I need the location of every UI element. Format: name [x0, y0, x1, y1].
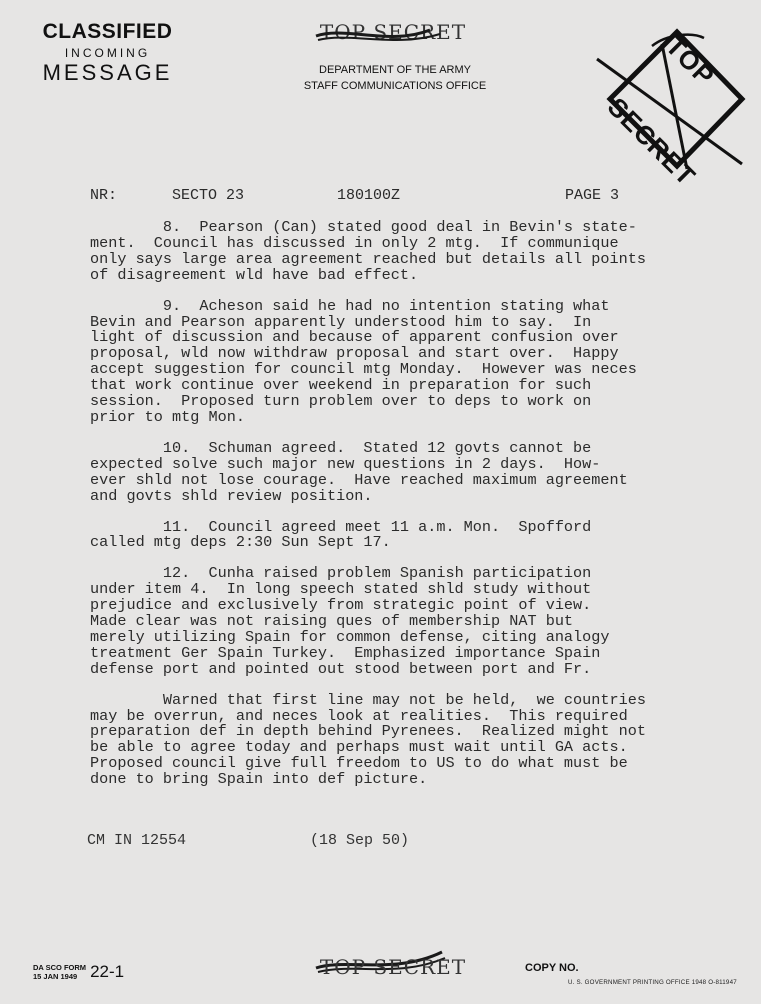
top-secret-header: TOP SECRET [319, 20, 467, 44]
classified-label: CLASSIFIED [42, 20, 173, 43]
form-line-2: 15 JAN 1949 [33, 972, 78, 981]
stamp-secret: SECRET [601, 91, 702, 192]
message-label: MESSAGE [42, 60, 173, 85]
top-secret-stamp [592, 24, 752, 192]
date-time-group: 180100Z [337, 187, 401, 204]
nr-value: SECTO 23 [172, 187, 245, 204]
stamp-top: TOP [659, 30, 721, 92]
paragraph-8: 8. Pearson (Can) stated good deal in Bevin's state- ment. Council has discussed in only 2 mtg. If communique only says large area agreement reached but details all points of disagreement wld have bad effect. [90, 218, 646, 284]
paragraph-12: 12. Cunha raised problem Spanish participation under item 4. In long speech stated shld study without prejudice and exclusively from strategic point of view. Made clear was not raising ques of membership NAT but merely utilizing Spain for common defense, citing analogy treatment Ger Spain Turkey. Emphasized importance Spain defense port and pointed out stood between port and Fr. [90, 564, 610, 678]
department-block [290, 62, 500, 94]
printing-office-imprint: U. S. GOVERNMENT PRINTING OFFICE 1948 O-811947 [568, 979, 737, 986]
classified-incoming-message-heading [40, 20, 175, 86]
paragraph-12-continued: Warned that first line may not be held, we countries may be overrun, and neces look at realities. This required preparation def in depth behind Pyrenees. Realized might not be able to agree today and perhaps must wait until GA acts. Proposed council give full freedom to US to do what must be done to bring Spain into def picture. [90, 690, 646, 789]
form-identifier [33, 962, 124, 982]
paragraph-9: 9. Acheson said he had no intention stating what Bevin and Pearson apparently understood him to say. In light of discussion and because of apparent confusion over proposal, wld now withdraw proposal and start over. Happy accept suggestion for council mtg Monday. However was neces that work continue over weekend in preparation for such session. Proposed turn problem over to deps to work on prior to mtg Mon. [90, 296, 637, 426]
date-received: (18 Sep 50) [310, 832, 410, 849]
paragraph-10: 10. Schuman agreed. Stated 12 govts cannot be expected solve such major new questions in 2 days. How- ever shld not lose courage. Have reached maximum agreement and govts shld review position. [90, 438, 628, 505]
nr-label: NR: [90, 187, 118, 204]
form-line-1: DA SCO FORM [33, 963, 87, 972]
page-number: PAGE 3 [565, 187, 620, 204]
department-name: DEPARTMENT OF THE ARMY [319, 64, 471, 76]
form-label [33, 963, 86, 981]
paragraph-11: 11. Council agreed meet 11 a.m. Mon. Spofford called mtg deps 2:30 Sun Sept 17. [90, 517, 592, 552]
form-number: 22-1 [90, 962, 125, 981]
top-secret-footer: TOP SECRET [319, 955, 467, 979]
office-name: STAFF COMMUNICATIONS OFFICE [303, 80, 487, 92]
incoming-label: INCOMING [64, 46, 151, 60]
copy-number-label: COPY NO. [525, 962, 579, 974]
message-body [90, 220, 710, 803]
cm-in-number: CM IN 12554 [87, 832, 187, 849]
